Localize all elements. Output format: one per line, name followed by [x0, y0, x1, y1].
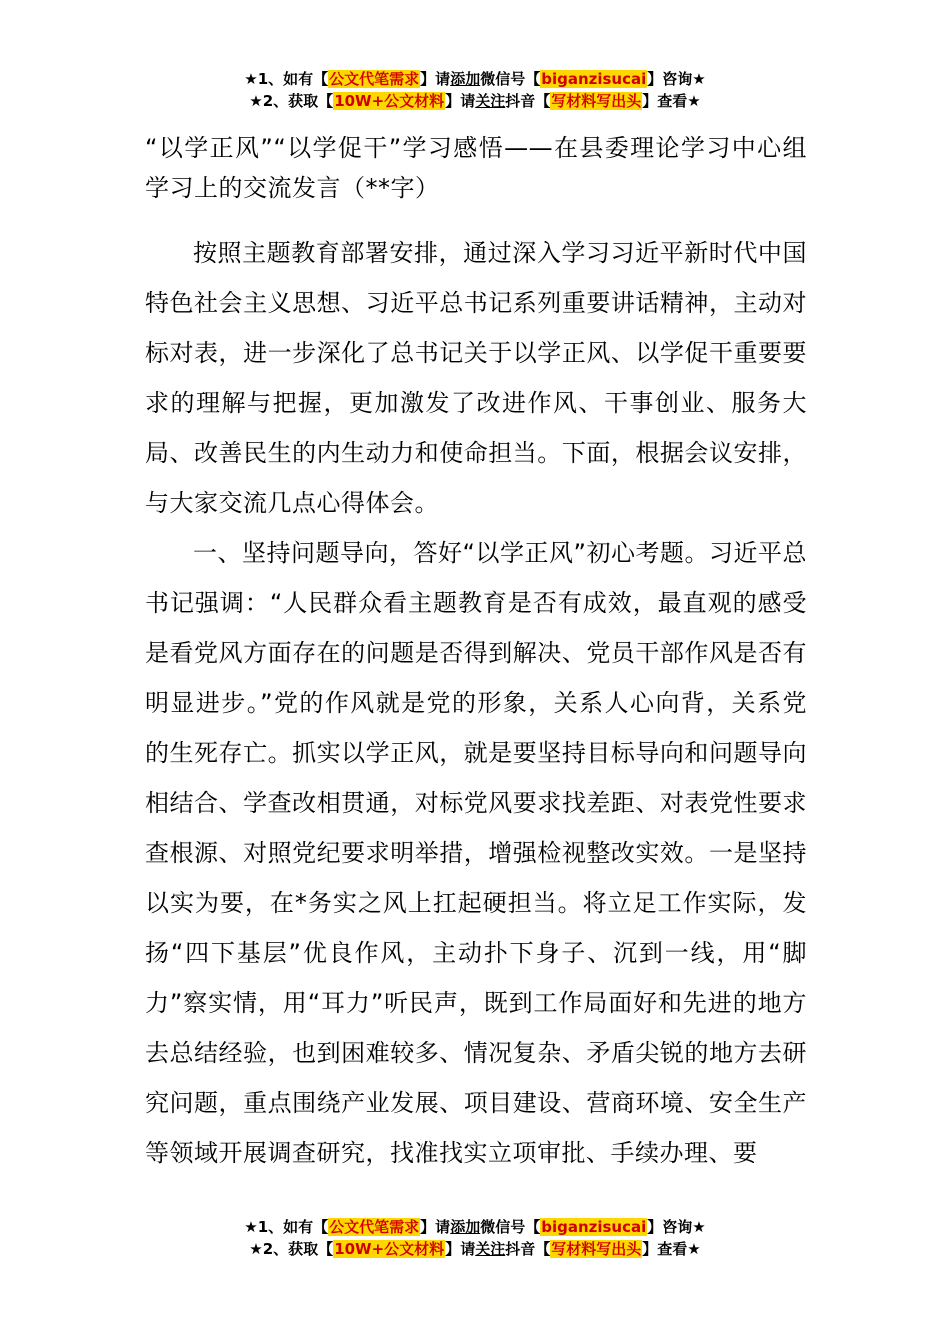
header-ad-line-1-prefix: ★1、如有【 — [244, 70, 329, 88]
document-body — [145, 128, 807, 1178]
header-ad-line-1-suffix: 】咨询★ — [647, 70, 706, 88]
header-ad-follow-underlined: 关注 — [475, 92, 506, 110]
footer-ad-service-highlight: 公文代笔需求 — [329, 1218, 420, 1236]
header-ad-line-2-mid: 】请 — [445, 92, 476, 110]
footer-ad-line-2-prefix: ★2、获取【 — [249, 1240, 334, 1258]
paragraph-intro: 按照主题教育部署安排，通过深入学习习近平新时代中国特色社会主义思想、习近平总书记系列重要讲话精神，主动对标对表，进一步深化了总书记关于以学正风、以学促干重要要求的理解与把握，更加激发了改进作风、干事创业、服务大局、改善民生的内生动力和使命担当。下面，根据会议安排，与大家交流几点心得体会。 — [145, 239, 807, 517]
footer-ad-line-1-mid: 】请 — [420, 1218, 451, 1236]
paragraph-section-one: 一、坚持问题导向，答好“以学正风”初心考题。习近平总书记强调：“人民群众看主题教育是否有成效，最直观的感受是看党风方面存在的问题是否得到解决、党员干部作风是否有明显进步。”党的作风就是党的形象，关系人心向背，关系党的生死存亡。抓实以学正风，就是要坚持目标导向和问题导向相结合、学查改相贯通，对标党风要求找差距、对表党性要求查根源、对照党纪要求明举措，增强检视整改实效。一是坚持以实为要，在*务实之风上扛起硬担当。将立足工作实际，发扬“四下基层”优良作风，主动扑下身子、沉到一线，用“脚力”察实情，用“耳力”听民声，既到工作局面好和先进的地方去总结经验，也到困难较多、情况复杂、矛盾尖锐的地方去研究问题，重点围绕产业发展、项目建设、营商环境、安全生产等领域开展调查研究，找准找实立项审批、手续办理、要 — [145, 539, 807, 1167]
footer-ad-line-1 — [0, 1216, 950, 1238]
footer-ad-line-2-mid2: 抖音【 — [505, 1240, 551, 1258]
header-ad-wechat-id: biganzisucai — [541, 70, 647, 88]
header-ad-service-highlight: 公文代笔需求 — [329, 70, 420, 88]
document-title: “以学正风”“以学促干”学习感悟——在县委理论学习中心组学习上的交流发言（**字） — [145, 134, 807, 202]
footer-ad-line-2-mid: 】请 — [445, 1240, 476, 1258]
header-ad-douyin-account: 写材料写出头 — [551, 92, 642, 110]
header-ad-line-2-suffix: 】查看★ — [642, 92, 701, 110]
header-ad-line-2-prefix: ★2、获取【 — [249, 92, 334, 110]
footer-ad-line-2-suffix: 】查看★ — [642, 1240, 701, 1258]
footer-ad-follow-underlined: 关注 — [475, 1240, 506, 1258]
footer-ad-line-2 — [0, 1238, 950, 1260]
header-ad-materials-highlight: 10W+公文材料 — [334, 92, 445, 110]
header-ad-line-2 — [0, 90, 950, 112]
header-ad-line-1-mid: 】请 — [420, 70, 451, 88]
footer-ad-banner — [0, 1216, 950, 1260]
header-ad-line-1-mid2: 微信号【 — [480, 70, 541, 88]
footer-ad-line-1-prefix: ★1、如有【 — [244, 1218, 329, 1236]
header-ad-add-underlined: 添加 — [450, 70, 481, 88]
footer-ad-materials-highlight: 10W+公文材料 — [334, 1240, 445, 1258]
footer-ad-douyin-account: 写材料写出头 — [551, 1240, 642, 1258]
footer-ad-line-1-suffix: 】咨询★ — [647, 1218, 706, 1236]
footer-ad-wechat-id: biganzisucai — [541, 1218, 647, 1236]
footer-ad-line-1-mid2: 微信号【 — [480, 1218, 541, 1236]
footer-ad-add-underlined: 添加 — [450, 1218, 481, 1236]
header-ad-line-1 — [0, 68, 950, 90]
header-ad-line-2-mid2: 抖音【 — [505, 92, 551, 110]
header-ad-banner — [0, 68, 950, 112]
